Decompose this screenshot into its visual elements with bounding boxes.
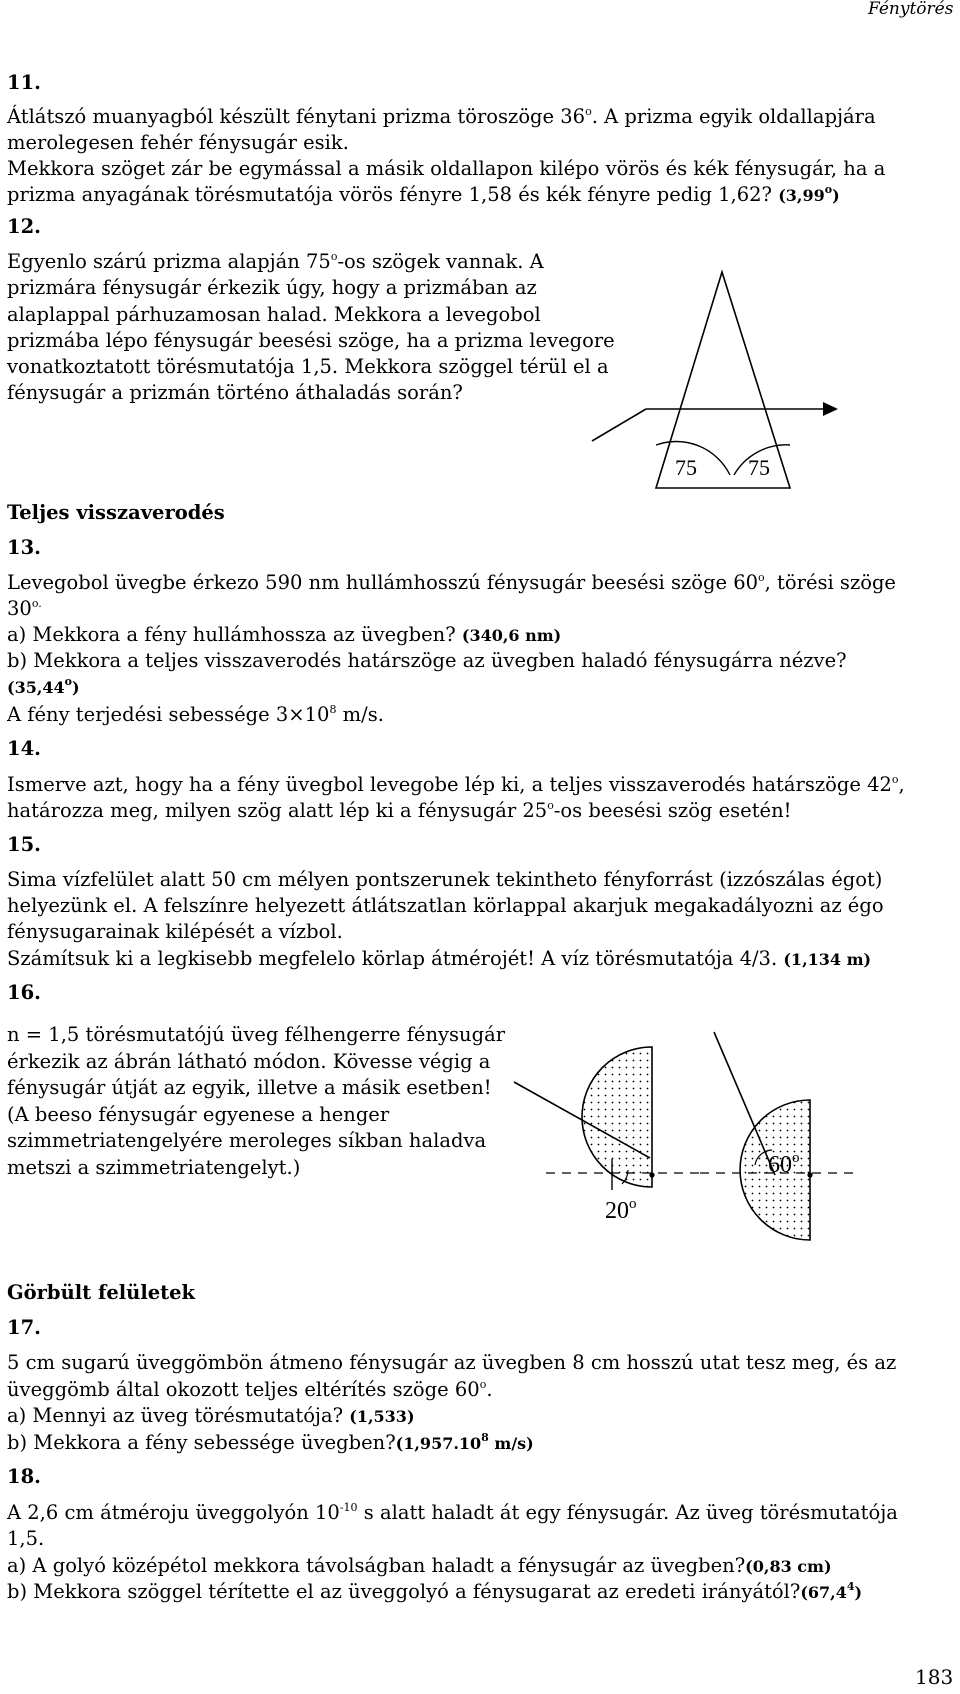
problem-18-line: 1,5.: [7, 1527, 45, 1550]
problem-12-number: 12.: [7, 215, 41, 238]
problem-15-line: Sima vízfelület alatt 50 cm mélyen pontszerunek tekintheto fényforrást (izzószálas égot): [7, 868, 883, 891]
problem-12-line: vonatkoztatott törésmutatója 1,5. Mekkora szöggel térül el a: [7, 355, 609, 378]
problem-17-question-a: a) Mennyi az üveg törésmutatója? (1,533): [7, 1404, 415, 1427]
problem-18-number: 18.: [7, 1465, 41, 1488]
problem-14-line: Ismerve azt, hogy ha a fény üvegbol levegobe lép ki, a teljes visszaverodés határszöge 42$^o$,: [7, 772, 905, 796]
left-angle-label: 75: [675, 455, 697, 480]
problem-17-line: 5 cm sugarú üveggömbön átmeno fénysugár az üvegben 8 cm hosszú utat tesz meg, és az: [7, 1351, 897, 1374]
problem-16-number: 16.: [7, 981, 41, 1004]
problem-18-line: A 2,6 cm átméroju üveggolyón $10^{-10}$ s alatt haladt át egy fénysugár. Az üveg törésmutatója: [7, 1500, 898, 1524]
problem-11-number: 11.: [7, 71, 41, 94]
problem-13-line: $30^{o.}$: [7, 596, 42, 620]
axis-point-2: [807, 1172, 812, 1177]
problem-16-line: n = 1,5 törésmutatójú üveg félhengerre fénysugár: [7, 1023, 506, 1046]
problem-13-line: Levegobol üvegbe érkezo 590 nm hullámhosszú fénysugár beesési szöge 60$^o$, törési szöge: [7, 570, 896, 594]
answer: (3,99$^o$): [778, 182, 840, 205]
problem-12-line: Egyenlo szárú prizma alapján 75$^o$-os szögek vannak. A: [7, 249, 544, 273]
axis-point-1: [649, 1172, 654, 1177]
section-title: Görbült felületek: [7, 1281, 196, 1304]
problem-12-line: prizmába lépo fénysugár beesési szöge, ha a prizma levegore: [7, 329, 615, 352]
problem-16-line: (A beeso fénysugár egyenese a henger: [7, 1103, 390, 1126]
problem-11-line: Mekkora szöget zár be egymással a másik oldallapon kilépo vörös és kék fénysugár, ha a: [7, 157, 886, 180]
problem-11-line: prizma anyagának törésmutatója vörös fényre 1,58 és kék fényre pedig 1,62? (3,99$^o$): [7, 182, 840, 206]
problem-11-line: Átlátszó muanyagból készült fénytani prizma töroszöge 36$^o$. A prizma egyik oldallapjára: [7, 104, 876, 128]
page-number: 183: [915, 1665, 954, 1689]
problem-13-question-a: a) Mekkora a fény hullámhossza az üvegben? (340,6 nm): [7, 623, 562, 646]
problem-18-question-a: a) A golyó középétol mekkora távolságban haladt a fénysugár az üvegben?(0,83 cm): [7, 1554, 832, 1577]
problem-12-line: prizmára fénysugár érkezik úgy, hogy a prizmában az: [7, 276, 537, 299]
problem-16-line: érkezik az ábrán látható módon. Kövesse végig a: [7, 1050, 491, 1073]
problem-12-line: fénysugár a prizmán történo áthaladás során?: [7, 381, 463, 404]
problem-18-question-b: b) Mekkora szöggel térítette el az üveggolyó a fénysugarat az eredeti irányától?(67,4$^4$): [7, 1579, 863, 1603]
problem-17-question-b: b) Mekkora a fény sebessége üvegben?(1,957.10$^8$ m/s): [7, 1430, 534, 1454]
problem-17-number: 17.: [7, 1316, 41, 1339]
problem-17-line: üveggömb által okozott teljes eltérítés szöge 60$^o$.: [7, 1377, 493, 1401]
problem-15-line: helyezünk el. A felszínre helyezett átlátszatlan körlappal akarjuk megakadályozni az égo: [7, 894, 884, 917]
problem-14-line: határozza meg, milyen szög alatt lép ki a fénysugár 25$^o$-os beesési szög esetén!: [7, 798, 792, 822]
problem-13-question-b: b) Mekkora a teljes visszaverodés határszöge az üvegben haladó fénysugárra nézve?: [7, 649, 847, 672]
problem-15-line: fénysugarainak kilépését a vízbol.: [7, 920, 343, 943]
problem-13-number: 13.: [7, 536, 41, 559]
section-title: Teljes visszaverodés: [7, 501, 225, 524]
problem-14-number: 14.: [7, 737, 41, 760]
problem-16-line: szimmetriatengelyére meroleges síkban haladva: [7, 1129, 487, 1152]
angle-label-2: 60$^o$: [768, 1150, 800, 1178]
problem-15-line: Számítsuk ki a legkisebb megfelelo körlap átmérojét! A víz törésmutatója 4/3. (1,134 m): [7, 947, 872, 970]
header-title: Fénytörés: [868, 0, 954, 19]
angle-label-1: 20$^o$: [605, 1196, 637, 1224]
problem-13-note: A fény terjedési sebessége $3\times 10^8$ m/s.: [7, 702, 384, 726]
problem-12-line: alaplappal párhuzamosan halad. Mekkora a levegobol: [7, 303, 541, 326]
problem-11-line: merolegesen fehér fénysugár esik.: [7, 131, 349, 154]
problem-16-line: fénysugár útját az egyik, illetve a másik esetben!: [7, 1076, 492, 1099]
problem-16-line: metszi a szimmetriatengelyt.): [7, 1156, 301, 1179]
semicylinder-1: [582, 1047, 652, 1187]
answer: (35,44$^o$): [7, 674, 80, 697]
right-angle-label: 75: [748, 455, 770, 480]
problem-15-number: 15.: [7, 833, 41, 856]
